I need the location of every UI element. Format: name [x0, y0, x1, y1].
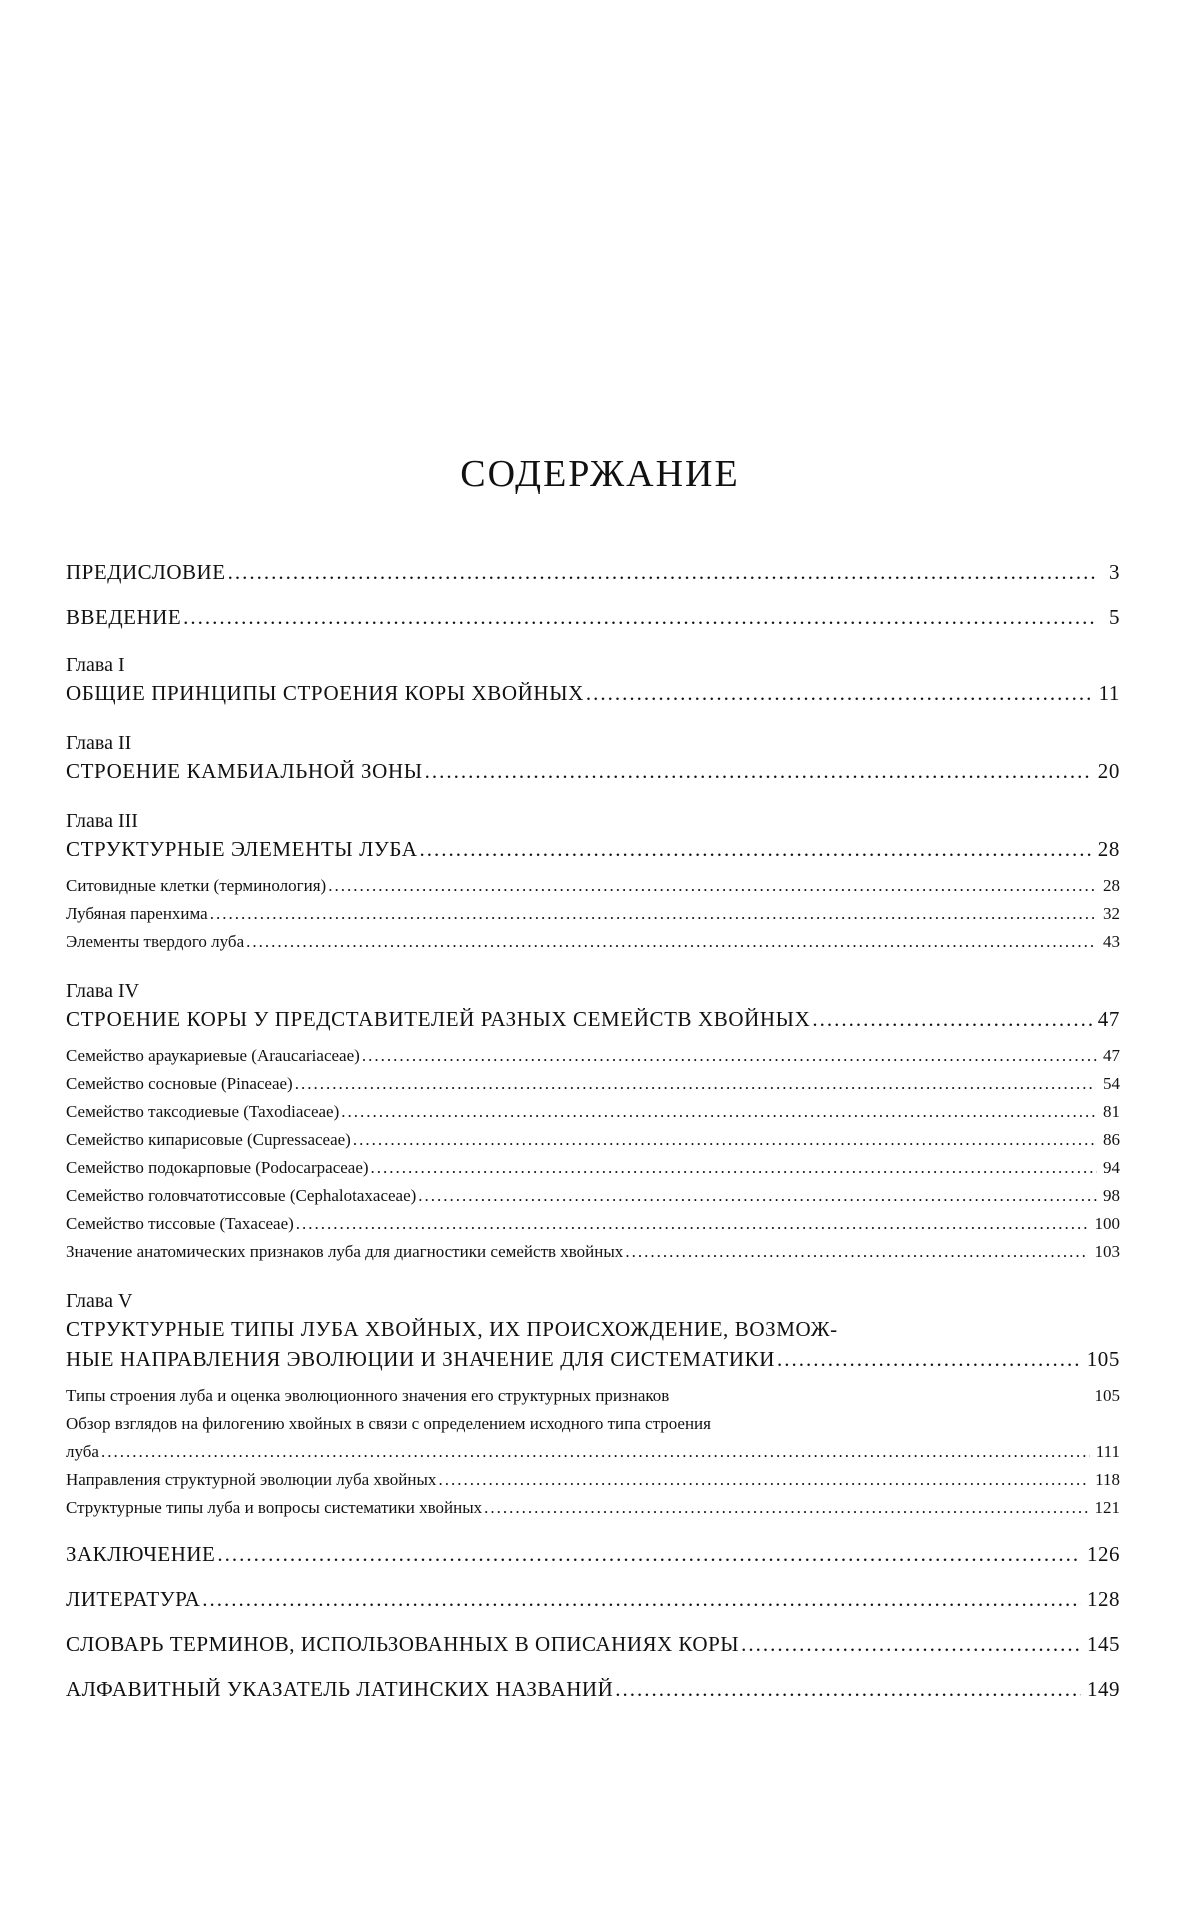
toc-page-number: 47: [1103, 1046, 1120, 1065]
toc-entry-label: ЗАКЛЮЧЕНИЕ: [66, 1542, 216, 1566]
dot-leader: [228, 560, 1098, 585]
toc-page-number: 32: [1103, 904, 1120, 923]
toc-entry-introduction[interactable]: [66, 605, 1120, 630]
chapter-1-label: Глава I: [66, 654, 125, 676]
toc-subentry[interactable]: [66, 1382, 1120, 1410]
toc-entry-literature[interactable]: [66, 1587, 1120, 1612]
toc-page-number: 121: [1094, 1498, 1120, 1517]
toc-entry-label: ПРЕДИСЛОВИЕ: [66, 560, 226, 584]
toc-page-number: 3: [1109, 560, 1120, 584]
chapter-2-label: Глава II: [66, 732, 132, 754]
toc-subentry-label: Направления структурной эволюции луба хвойных: [66, 1470, 437, 1489]
toc-page-number: 28: [1097, 837, 1120, 861]
toc-subentry[interactable]: [66, 1098, 1120, 1126]
toc-page-number: 111: [1095, 1442, 1120, 1461]
toc-subentry[interactable]: [66, 1210, 1120, 1238]
toc-subentry-label: Лубяная паренхима: [66, 904, 208, 923]
dot-leader: [615, 1677, 1081, 1702]
toc-subentry[interactable]: [66, 872, 1120, 900]
toc-entry-label: СТРОЕНИЕ КАМБИАЛЬНОЙ ЗОНЫ: [66, 759, 423, 783]
toc-subentry[interactable]: [66, 928, 1120, 956]
toc-page-number: 105: [1086, 1347, 1120, 1371]
toc-page-number: 28: [1103, 876, 1120, 895]
toc-page-number: 54: [1103, 1074, 1120, 1093]
toc-subentry-label: Элементы твердого луба: [66, 932, 245, 951]
toc-entry-label: ОБЩИЕ ПРИНЦИПЫ СТРОЕНИЯ КОРЫ ХВОЙНЫХ: [66, 681, 584, 705]
toc-page-number: 98: [1103, 1186, 1120, 1205]
toc-page-number: 103: [1094, 1242, 1120, 1261]
toc-subentry[interactable]: [66, 900, 1120, 928]
dot-leader: [217, 1542, 1081, 1567]
toc-entry-chapter-4[interactable]: [66, 1004, 1120, 1034]
dot-leader: [371, 1154, 1097, 1182]
dot-leader: [777, 1344, 1081, 1374]
dot-leader: [484, 1494, 1088, 1522]
toc-subentry-label-line-1[interactable]: Обзор взглядов на филогению хвойных в связи с определением исходного типа строения: [66, 1414, 711, 1433]
toc-subentry-label: Семейство кипарисовые (Cupressaceae): [66, 1130, 351, 1149]
toc-subentry-label: Семейство подокарповые (Podocarpaceae): [66, 1158, 369, 1177]
toc-subentry-label: Типы строения луба и оценка эволюционного значения его структурных признаков: [66, 1386, 670, 1405]
toc-subentry[interactable]: [66, 1438, 1120, 1466]
toc-entry-glossary[interactable]: [66, 1632, 1120, 1657]
toc-page-number: 105: [1094, 1386, 1120, 1405]
chapter-5-sections: [66, 1382, 1120, 1522]
page-title: СОДЕРЖАНИЕ: [460, 453, 740, 495]
toc-subentry[interactable]: [66, 1466, 1120, 1494]
toc-subentry-label: Структурные типы луба и вопросы систематики хвойных: [66, 1498, 483, 1517]
toc-subentry[interactable]: [66, 1182, 1120, 1210]
toc-page-number: 149: [1087, 1677, 1120, 1701]
toc-page-number: 100: [1094, 1214, 1120, 1233]
dot-leader: [420, 834, 1092, 864]
toc-subentry-label: Семейство араукариевые (Araucariaceae): [66, 1046, 360, 1065]
toc-entry-label-line-2: НЫЕ НАПРАВЛЕНИЯ ЭВОЛЮЦИИ И ЗНАЧЕНИЕ ДЛЯ СИСТЕМАТИКИ: [66, 1347, 776, 1371]
toc-entry-label: СТРУКТУРНЫЕ ЭЛЕМЕНТЫ ЛУБА: [66, 837, 418, 861]
toc-entry-preface[interactable]: [66, 560, 1120, 585]
toc-entry-label: ВВЕДЕНИЕ: [66, 605, 182, 629]
dot-leader: [438, 1466, 1089, 1494]
toc-subentry-label: Ситовидные клетки (терминология): [66, 876, 327, 895]
dot-leader: [425, 756, 1092, 786]
dot-leader: [246, 928, 1095, 956]
toc-entry-label: СЛОВАРЬ ТЕРМИНОВ, ИСПОЛЬЗОВАННЫХ В ОПИСАНИЯХ КОРЫ: [66, 1632, 740, 1656]
toc-entry-conclusion[interactable]: [66, 1542, 1120, 1567]
dot-leader: [625, 1238, 1088, 1266]
table-of-contents: [66, 560, 1120, 1702]
toc-subentry-label-line-2: луба: [66, 1442, 99, 1461]
toc-page-number: 128: [1087, 1587, 1120, 1611]
dot-leader: [362, 1042, 1097, 1070]
toc-page-number: 81: [1103, 1102, 1120, 1121]
toc-entry-label: АЛФАВИТНЫЙ УКАЗАТЕЛЬ ЛАТИНСКИХ НАЗВАНИЙ: [66, 1677, 614, 1701]
dot-leader: [296, 1210, 1089, 1238]
toc-entry-chapter-1[interactable]: [66, 678, 1120, 708]
dot-leader: [202, 1587, 1081, 1612]
toc-page-number: 126: [1087, 1542, 1120, 1566]
dot-leader: [295, 1070, 1096, 1098]
toc-subentry-label: Значение анатомических признаков луба для диагностики семейств хвойных: [66, 1242, 624, 1261]
toc-page-number: 20: [1097, 759, 1120, 783]
toc-subentry[interactable]: [66, 1126, 1120, 1154]
chapter-5-label: Глава V: [66, 1290, 133, 1312]
dot-leader: [741, 1632, 1081, 1657]
dot-leader: [101, 1438, 1090, 1466]
toc-subentry[interactable]: [66, 1070, 1120, 1098]
toc-entry-label: ЛИТЕРАТУРА: [66, 1587, 201, 1611]
toc-page-number: 94: [1103, 1158, 1120, 1177]
toc-entry-chapter-5[interactable]: [66, 1314, 1120, 1374]
dot-leader: [328, 872, 1097, 900]
toc-page-number: 86: [1103, 1130, 1120, 1149]
dot-leader: [586, 678, 1093, 708]
toc-page-number: 5: [1109, 605, 1120, 629]
toc-subentry-label: Семейство головчатотиссовые (Cephalotaxaceae): [66, 1186, 417, 1205]
toc-page-number: 11: [1098, 681, 1120, 705]
toc-page-number: 145: [1087, 1632, 1120, 1656]
chapter-4-sections: [66, 1042, 1120, 1266]
toc-page-number: 118: [1095, 1470, 1120, 1489]
chapter-3-label: Глава III: [66, 810, 138, 832]
toc-subentry[interactable]: [66, 1238, 1120, 1266]
toc-page-number: 43: [1103, 932, 1120, 951]
chapter-4-label: Глава IV: [66, 980, 140, 1002]
toc-subentry-label: Семейство таксодиевые (Taxodiaceae): [66, 1102, 340, 1121]
chapter-3-sections: [66, 872, 1120, 956]
toc-entry-label: СТРОЕНИЕ КОРЫ У ПРЕДСТАВИТЕЛЕЙ РАЗНЫХ СЕМЕЙСТВ ХВОЙНЫХ: [66, 1007, 811, 1031]
toc-entry-chapter-3[interactable]: [66, 834, 1120, 864]
dot-leader: [353, 1126, 1097, 1154]
dot-leader: [183, 605, 1096, 630]
toc-subentry-label: Семейство тиссовые (Taxaceae): [66, 1214, 294, 1233]
toc-entry-label-line-1: СТРУКТУРНЫЕ ТИПЫ ЛУБА ХВОЙНЫХ, ИХ ПРОИСХОЖДЕНИЕ, ВОЗМОЖ-: [66, 1317, 838, 1341]
toc-subentry[interactable]: [66, 1494, 1120, 1522]
toc-entry-label-line-2-row: [66, 1344, 1120, 1374]
dot-leader: [210, 900, 1095, 928]
dot-leader: [418, 1182, 1097, 1210]
toc-entry-chapter-2[interactable]: [66, 756, 1120, 786]
dot-leader: [341, 1098, 1097, 1126]
dot-leader: [812, 1004, 1091, 1034]
toc-subentry-label: Семейство сосновые (Pinaceae): [66, 1074, 293, 1093]
toc-subentry[interactable]: [66, 1042, 1120, 1070]
toc-subentry[interactable]: [66, 1154, 1120, 1182]
toc-entry-index[interactable]: [66, 1677, 1120, 1702]
toc-page-number: 47: [1097, 1007, 1120, 1031]
